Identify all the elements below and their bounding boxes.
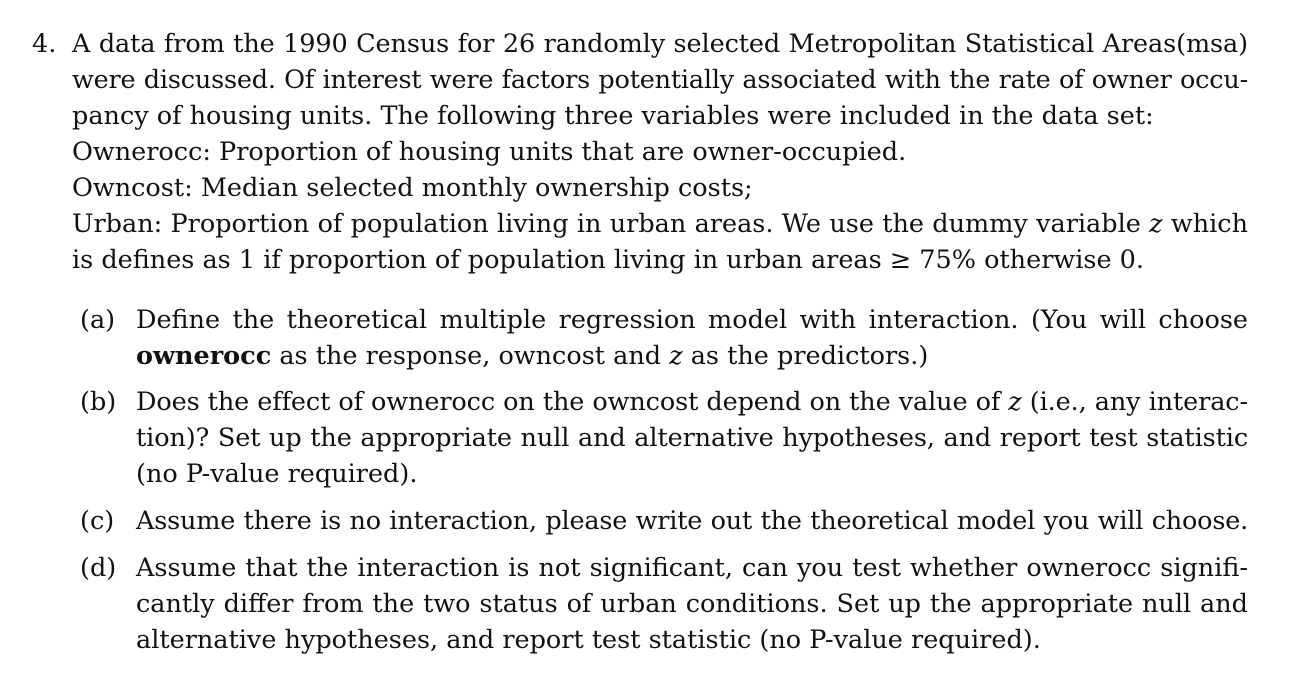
part-b-line-1 bbox=[136, 384, 1248, 420]
part-d-line-2: cantly differ from the two status of urban conditions. Set up the appropriate null and bbox=[136, 589, 1248, 619]
part-d-line-3: alternative hypotheses, and report test statistic (no P-value required). bbox=[136, 625, 1041, 655]
part-a-line-2 bbox=[136, 338, 928, 374]
statement-line-urban-definition: is defines as 1 if proportion of population living in urban areas ≥ 75% otherwise 0. bbox=[72, 245, 1144, 275]
statement-line-ownerocc: Ownerocc: Proportion of housing units that are owner-occupied. bbox=[72, 137, 907, 167]
part-d-line-1: Assume that the interaction is not significant, can you test whether ownerocc signifi- bbox=[136, 553, 1248, 583]
part-b-line-2: tion)? Set up the appropriate null and alternative hypotheses, and report test statistic bbox=[136, 423, 1248, 453]
urban-text-post: which bbox=[1162, 209, 1248, 239]
part-c-line-1: Assume there is no interaction, please write out the theoretical model you will choose. bbox=[136, 506, 1248, 536]
urban-text-pre: Urban: Proportion of population living in urban areas. We use the dummy variable bbox=[72, 209, 1150, 239]
part-b-line-3: (no P-value required). bbox=[136, 459, 418, 489]
part-a-line-2-text: as the response, owncost and bbox=[271, 341, 670, 371]
urban-variable-z: z bbox=[1149, 209, 1163, 239]
statement-line-2: were discussed. Of interest were factors potentially associated with the rate of owner occu- bbox=[72, 65, 1248, 95]
part-a-line-1: Define the theoretical multiple regression model with interaction. (You will choose bbox=[136, 305, 1248, 335]
statement-line-owncost: Owncost: Median selected monthly ownership costs; bbox=[72, 173, 753, 203]
part-b-label: (b) bbox=[80, 387, 117, 417]
part-c-label: (c) bbox=[80, 506, 115, 536]
part-b-line-1-end: (i.e., any interac- bbox=[1021, 387, 1248, 417]
response-variable: ownerocc bbox=[136, 341, 272, 371]
part-b-line-1-text: Does the effect of ownerocc on the owncost depend on the value of bbox=[136, 387, 1009, 417]
part-b-variable-z: z bbox=[1008, 387, 1022, 417]
predictor-z: z bbox=[669, 341, 683, 371]
statement-line-urban bbox=[72, 206, 1248, 242]
part-a-label: (a) bbox=[80, 305, 116, 335]
part-a-line-2-end: as the predictors.) bbox=[682, 341, 929, 371]
statement-line-1: A data from the 1990 Census for 26 randomly selected Metropolitan Statistical Areas(msa) bbox=[72, 29, 1248, 59]
statement-line-3: pancy of housing units. The following three variables were included in the data set: bbox=[72, 101, 1154, 131]
part-d-label: (d) bbox=[80, 553, 117, 583]
problem-number: 4. bbox=[32, 29, 57, 59]
